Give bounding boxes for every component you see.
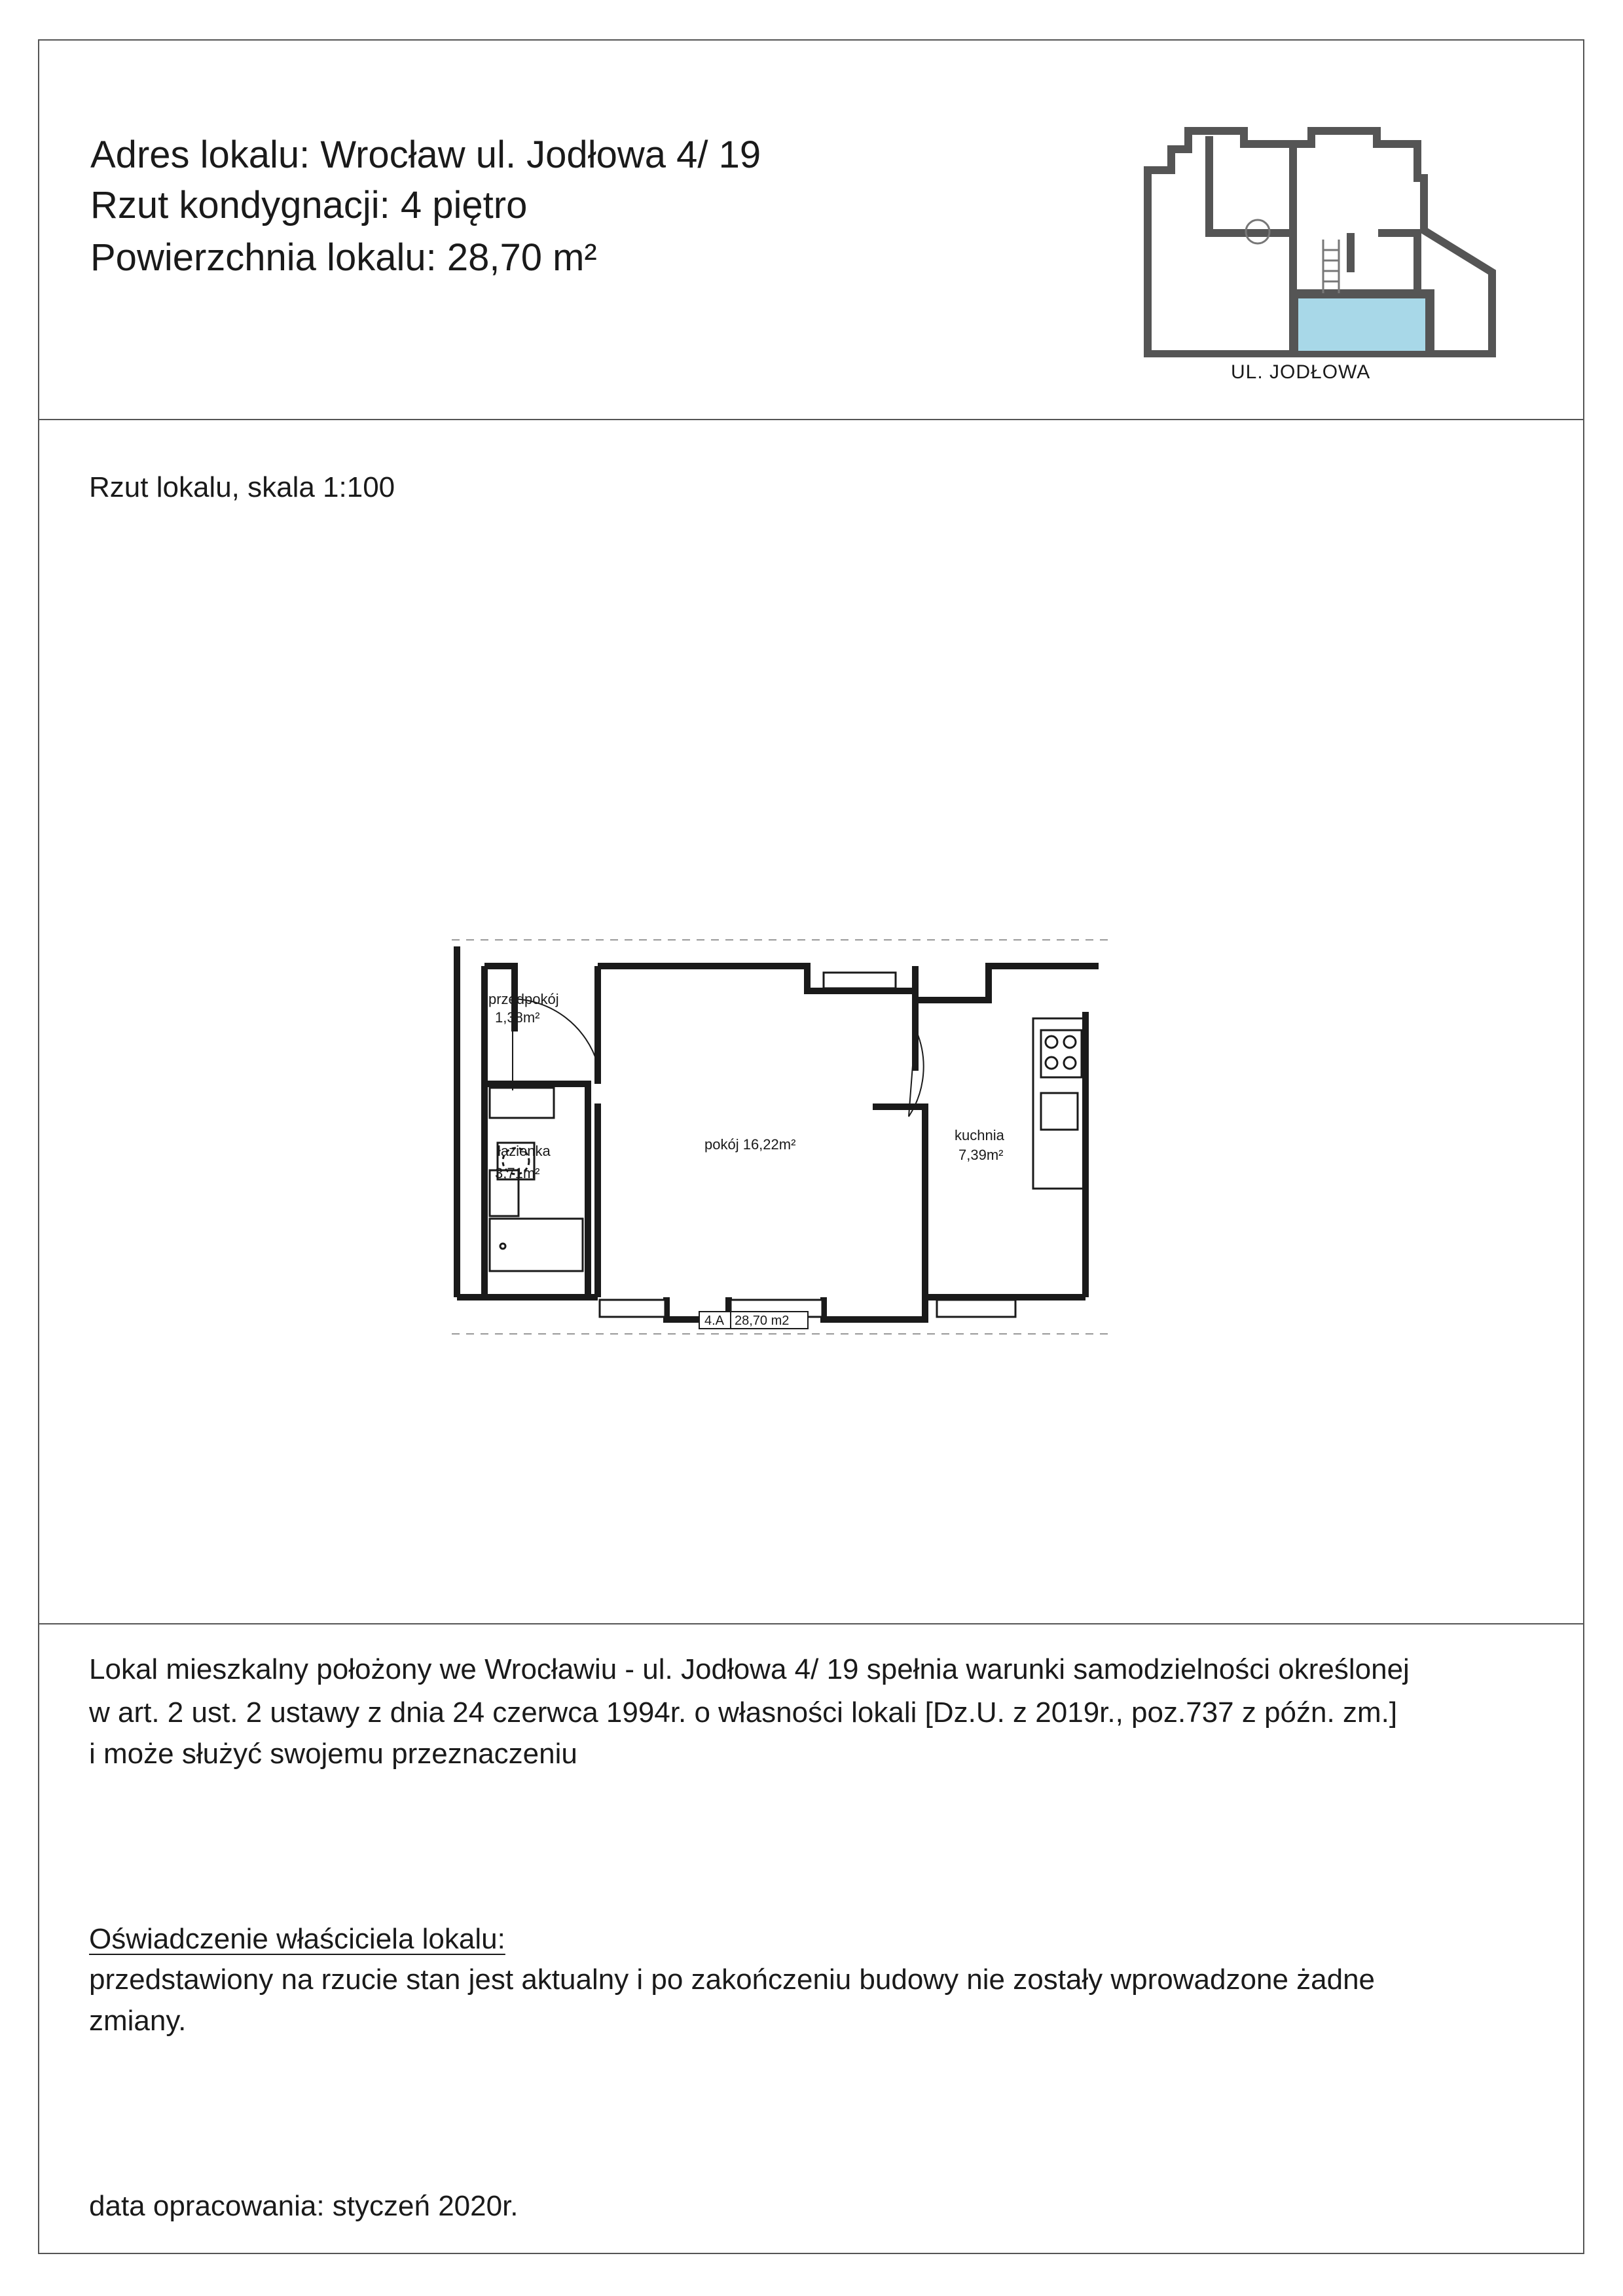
area-line: Powierzchnia lokalu: 28,70 m² xyxy=(90,236,597,279)
bathtub xyxy=(490,1219,583,1271)
floor-line: Rzut kondygnacji: 4 piętro xyxy=(90,184,528,226)
room-label: pokój 16,22m² xyxy=(704,1136,796,1153)
statement-line-2: w art. 2 ust. 2 ustawy z dnia 24 czerwca 1994r. o własności lokali [Dz.U. z 2019r., poz.737 z późn. zm.] xyxy=(89,1696,1398,1729)
living-room-walls xyxy=(598,966,925,1297)
kitchen-sink xyxy=(1041,1093,1078,1130)
entrance-door-swing xyxy=(513,999,598,1064)
hall-name: przedpokój xyxy=(488,991,559,1007)
window-left xyxy=(600,1300,665,1317)
hall-area: 1,38m² xyxy=(495,1009,540,1026)
window-kitchen xyxy=(937,1300,1015,1317)
street-label: UL. JODŁOWA xyxy=(1231,361,1371,383)
unit-tag-area: 28,70 m2 xyxy=(735,1314,790,1328)
owner-declaration-heading: Oświadczenie właściciela lokalu: xyxy=(89,1923,505,1955)
key-plan xyxy=(1142,122,1496,357)
kitchen-name: kuchnia xyxy=(955,1127,1004,1143)
window-cap xyxy=(824,973,896,988)
floor-plan xyxy=(450,933,1112,1339)
owner-declaration-line-1: przedstawiony na rzucie stan jest aktualny i po zakończeniu budowy nie zostały wprowadzone żadne xyxy=(89,1964,1376,1996)
address-line: Adres lokalu: Wrocław ul. Jodłowa 4/ 19 xyxy=(90,134,761,176)
kitchen-area: 7,39m² xyxy=(958,1147,1004,1163)
bathroom-area: 3,71m² xyxy=(495,1165,540,1181)
plan-divider xyxy=(38,1623,1584,1624)
plan-title: Rzut lokalu, skala 1:100 xyxy=(89,471,395,503)
toilet xyxy=(490,1088,554,1118)
statement-line-3: i może służyć swojemu przeznaczeniu xyxy=(89,1738,577,1770)
bathroom-name: łazienka xyxy=(498,1143,551,1159)
unit-tag-id: 4.A xyxy=(704,1314,725,1328)
kitchen-walls xyxy=(915,966,1099,1297)
key-plan-unit-highlight xyxy=(1297,297,1427,352)
owner-declaration-line-2: zmiany. xyxy=(89,2005,187,2037)
statement-line-1: Lokal mieszkalny położony we Wrocławiu - ul. Jodłowa 4/ 19 spełnia warunki samodzielności określonej xyxy=(89,1653,1410,1685)
date-line: data opracowania: styczeń 2020r. xyxy=(89,2190,519,2222)
header-divider xyxy=(38,419,1584,420)
